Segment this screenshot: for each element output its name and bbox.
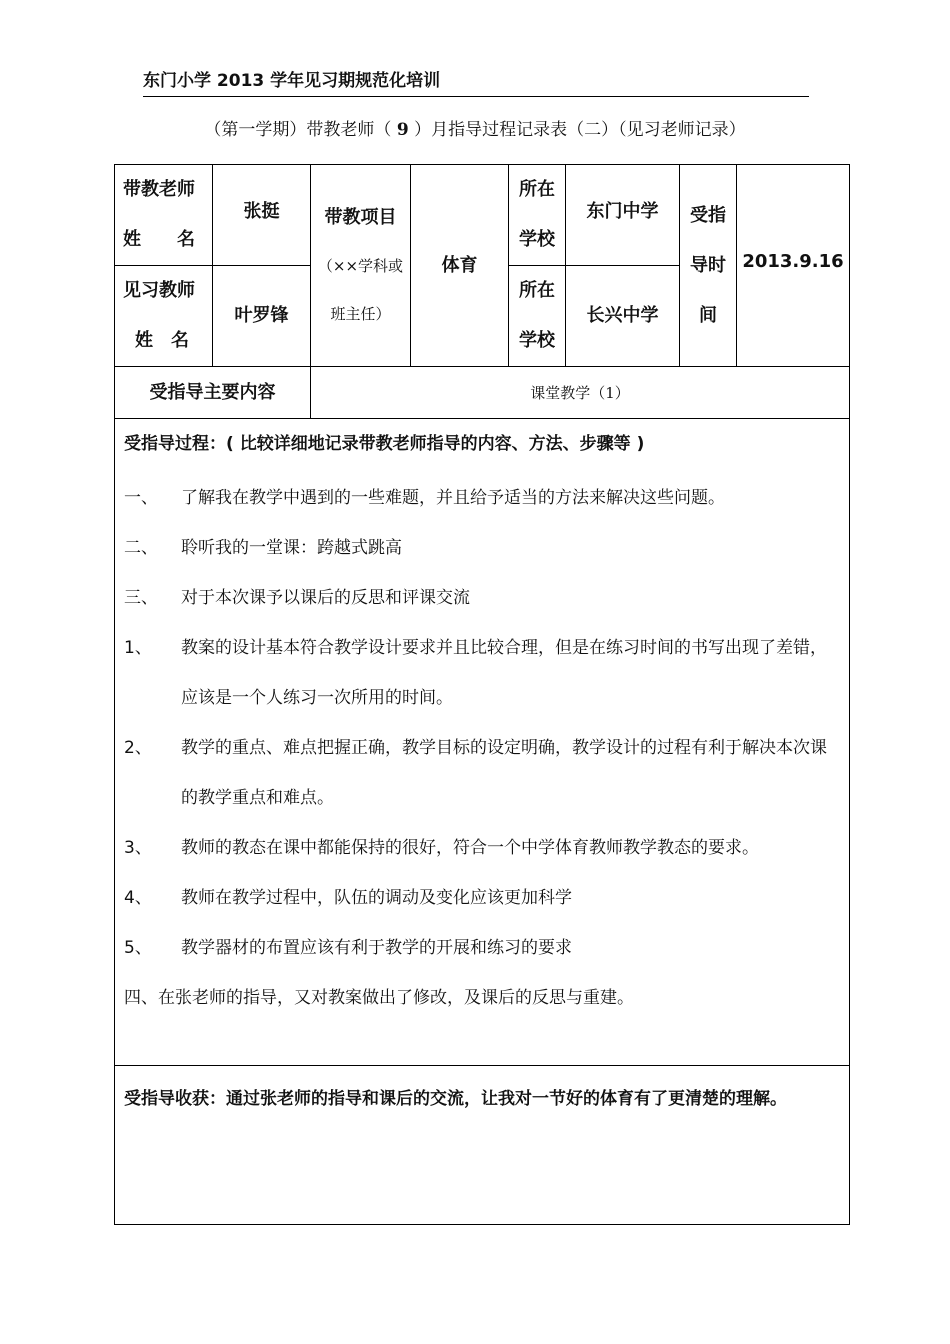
mentor-label-line1: 带教老师 (123, 179, 195, 200)
guided-time-label: 受指导时间 (680, 165, 737, 367)
header-rule (143, 96, 809, 97)
process-last-item: 四、在张老师的指导，又对教案做出了修改，及课后的反思与重建。 (124, 988, 634, 1008)
process-item-text: 教学的重点、难点把握正确，教学目标的设定明确，教学设计的过程有利于解决本次课的教学重点和难点。 (181, 738, 827, 808)
trainee-name-label (115, 266, 213, 367)
form-subtitle (0, 115, 950, 140)
process-item (124, 823, 839, 873)
project-label: 带教项目 (324, 206, 397, 228)
content-label: 受指导主要内容 (115, 367, 311, 419)
header-title: 东门小学 2013 学年见习期规范化培训 (143, 71, 441, 91)
process-item-number: 4、 (124, 888, 152, 908)
process-item (124, 873, 839, 923)
guided-time-value: 2013.9.16 (737, 165, 850, 367)
process-item (124, 723, 839, 823)
process-item (124, 523, 839, 573)
process-item-number: 一、 (124, 488, 158, 508)
guidance-harvest: 受指导收获：通过张老师的指导和课后的交流，让我对一节好的体育有了更清楚的理解。 (115, 1066, 850, 1225)
process-title: 受指导过程：( 比较详细地记录带教老师指导的内容、方法、步骤等 ) (124, 434, 645, 454)
mentor-school-label: 所在学校 (509, 165, 566, 266)
project-cell (311, 165, 411, 367)
process-item-number: 三、 (124, 588, 158, 608)
process-item-text: 教学器材的布置应该有利于教学的开展和练习的要求 (181, 938, 572, 958)
mentor-school-value: 东门中学 (566, 165, 680, 266)
process-item (124, 573, 839, 623)
process-item (124, 473, 839, 523)
project-hint: （××学科或班主任） (317, 256, 404, 323)
trainee-school-label: 所在学校 (509, 266, 566, 367)
process-item-text: 聆听我的一堂课：跨越式跳高 (181, 538, 402, 558)
trainee-name-value: 叶罗锋 (213, 266, 311, 367)
process-item-number: 5、 (124, 938, 152, 958)
process-item-text: 教案的设计基本符合教学设计要求并且比较合理，但是在练习时间的书写出现了差错，应该是一个人练习一次所用的时间。 (181, 638, 827, 708)
guidance-process (115, 419, 850, 1066)
mentor-name-value: 张挺 (213, 165, 311, 266)
process-item-number: 2、 (124, 738, 152, 758)
process-item-text: 教师在教学过程中，队伍的调动及变化应该更加科学 (181, 888, 572, 908)
mentor-label-line2: 姓 名 (123, 229, 195, 250)
content-value: 课堂教学（1） (311, 367, 850, 419)
project-value: 体育 (411, 165, 509, 367)
process-item (124, 623, 839, 723)
process-item (124, 923, 839, 973)
process-item-text: 教师的教态在课中都能保持的很好，符合一个中学体育教师教学教态的要求。 (181, 838, 759, 858)
mentor-name-label (115, 165, 213, 266)
subtitle-month: 9 (396, 120, 409, 140)
subtitle-suffix: ）月指导过程记录表（二）（见习老师记录） (408, 120, 746, 140)
process-item-number: 3、 (124, 838, 152, 858)
trainee-label-line2: 姓 名 (135, 330, 189, 351)
process-item-text: 了解我在教学中遇到的一些难题，并且给予适当的方法来解决这些问题。 (181, 488, 725, 508)
subtitle-prefix: （第一学期）带教老师（ (204, 120, 397, 140)
process-item-number: 二、 (124, 538, 158, 558)
process-item-text: 对于本次课予以课后的反思和评课交流 (181, 588, 470, 608)
trainee-school-value: 长兴中学 (566, 266, 680, 367)
guidance-record-table (114, 164, 850, 1225)
trainee-label-line1: 见习教师 (123, 280, 195, 301)
process-item-number: 1、 (124, 638, 152, 658)
